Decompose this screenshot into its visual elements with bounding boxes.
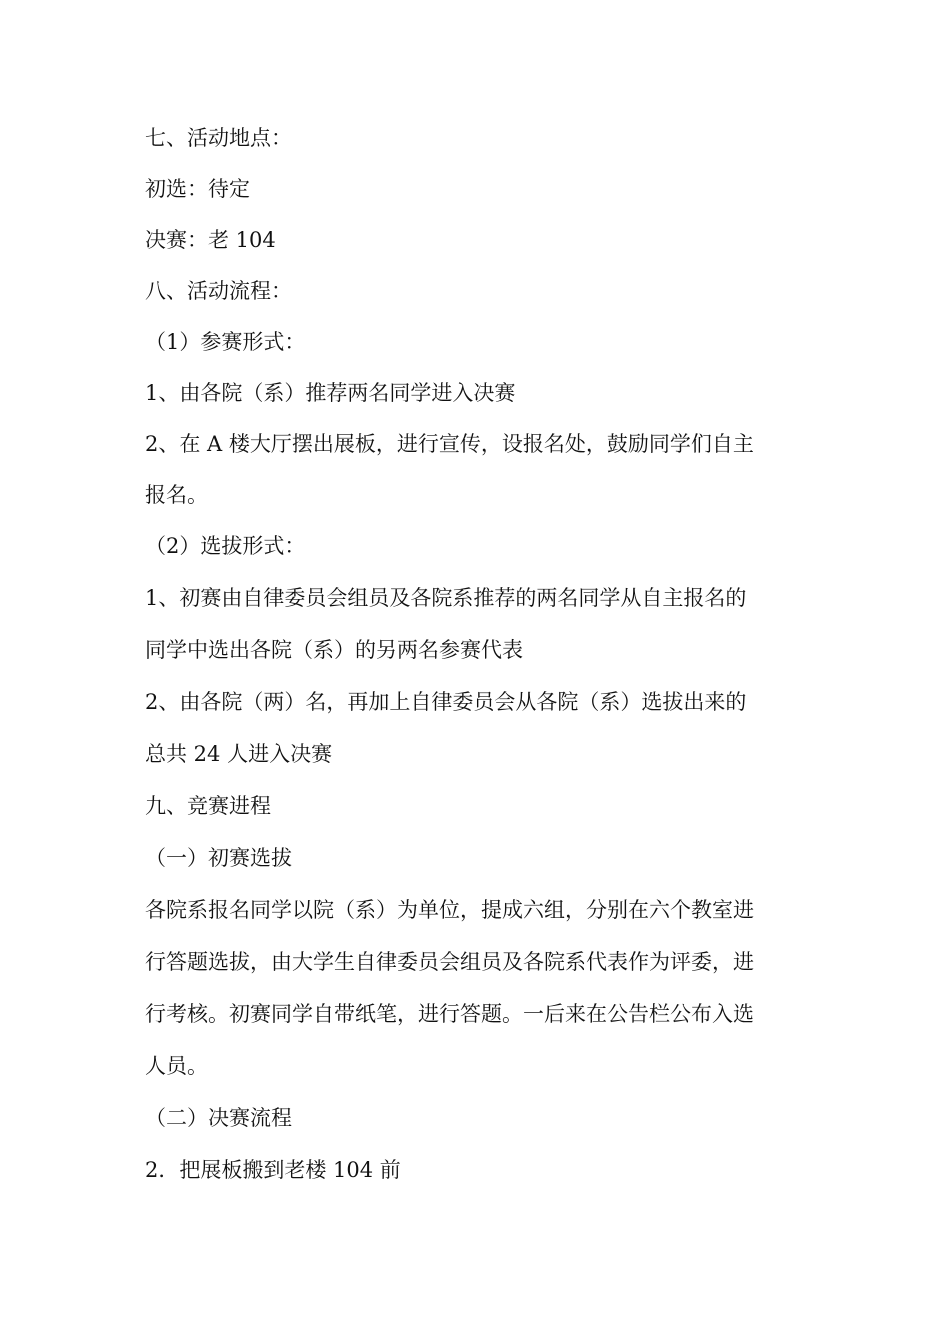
final-location: 决赛：老 104 [145,228,276,252]
paragraph-line: 人员。 [145,1054,208,1078]
paragraph-line: 2、在 A 楼大厅摆出展板，进行宣传，设报名处，鼓励同学们自主 [145,432,754,456]
subsection-final-process: （二）决赛流程 [145,1106,292,1130]
paragraph-line: 1、初赛由自律委员会组员及各院系推荐的两名同学从自主报名的 [145,586,747,610]
subsection-selection-form: （2）选拔形式： [145,534,306,558]
paragraph-line: 总共 24 人进入决赛 [145,742,333,766]
section-8-heading: 八、活动流程： [145,279,292,303]
preliminary-location: 初选：待定 [145,177,250,201]
paragraph-line: 同学中选出各院（系）的另两名参赛代表 [145,638,523,662]
section-7-heading: 七、活动地点： [145,126,292,150]
subsection-participation-form: （1）参赛形式： [145,330,306,354]
paragraph-line: 1、由各院（系）推荐两名同学进入决赛 [145,381,516,405]
paragraph-line: 各院系报名同学以院（系）为单位，提成六组，分别在六个教室进 [145,898,754,922]
paragraph-line: 2、由各院（两）名，再加上自律委员会从各院（系）选拔出来的 [145,690,747,714]
section-9-heading: 九、竞赛进程 [145,794,271,818]
paragraph-line: 行答题选拔，由大学生自律委员会组员及各院系代表作为评委，进 [145,950,754,974]
subsection-preliminary-selection: （一）初赛选拔 [145,846,292,870]
paragraph-line: 2．把展板搬到老楼 104 前 [145,1158,401,1182]
paragraph-line: 行考核。初赛同学自带纸笔，进行答题。一后来在公告栏公布入选 [145,1002,754,1026]
paragraph-line: 报名。 [145,483,208,507]
